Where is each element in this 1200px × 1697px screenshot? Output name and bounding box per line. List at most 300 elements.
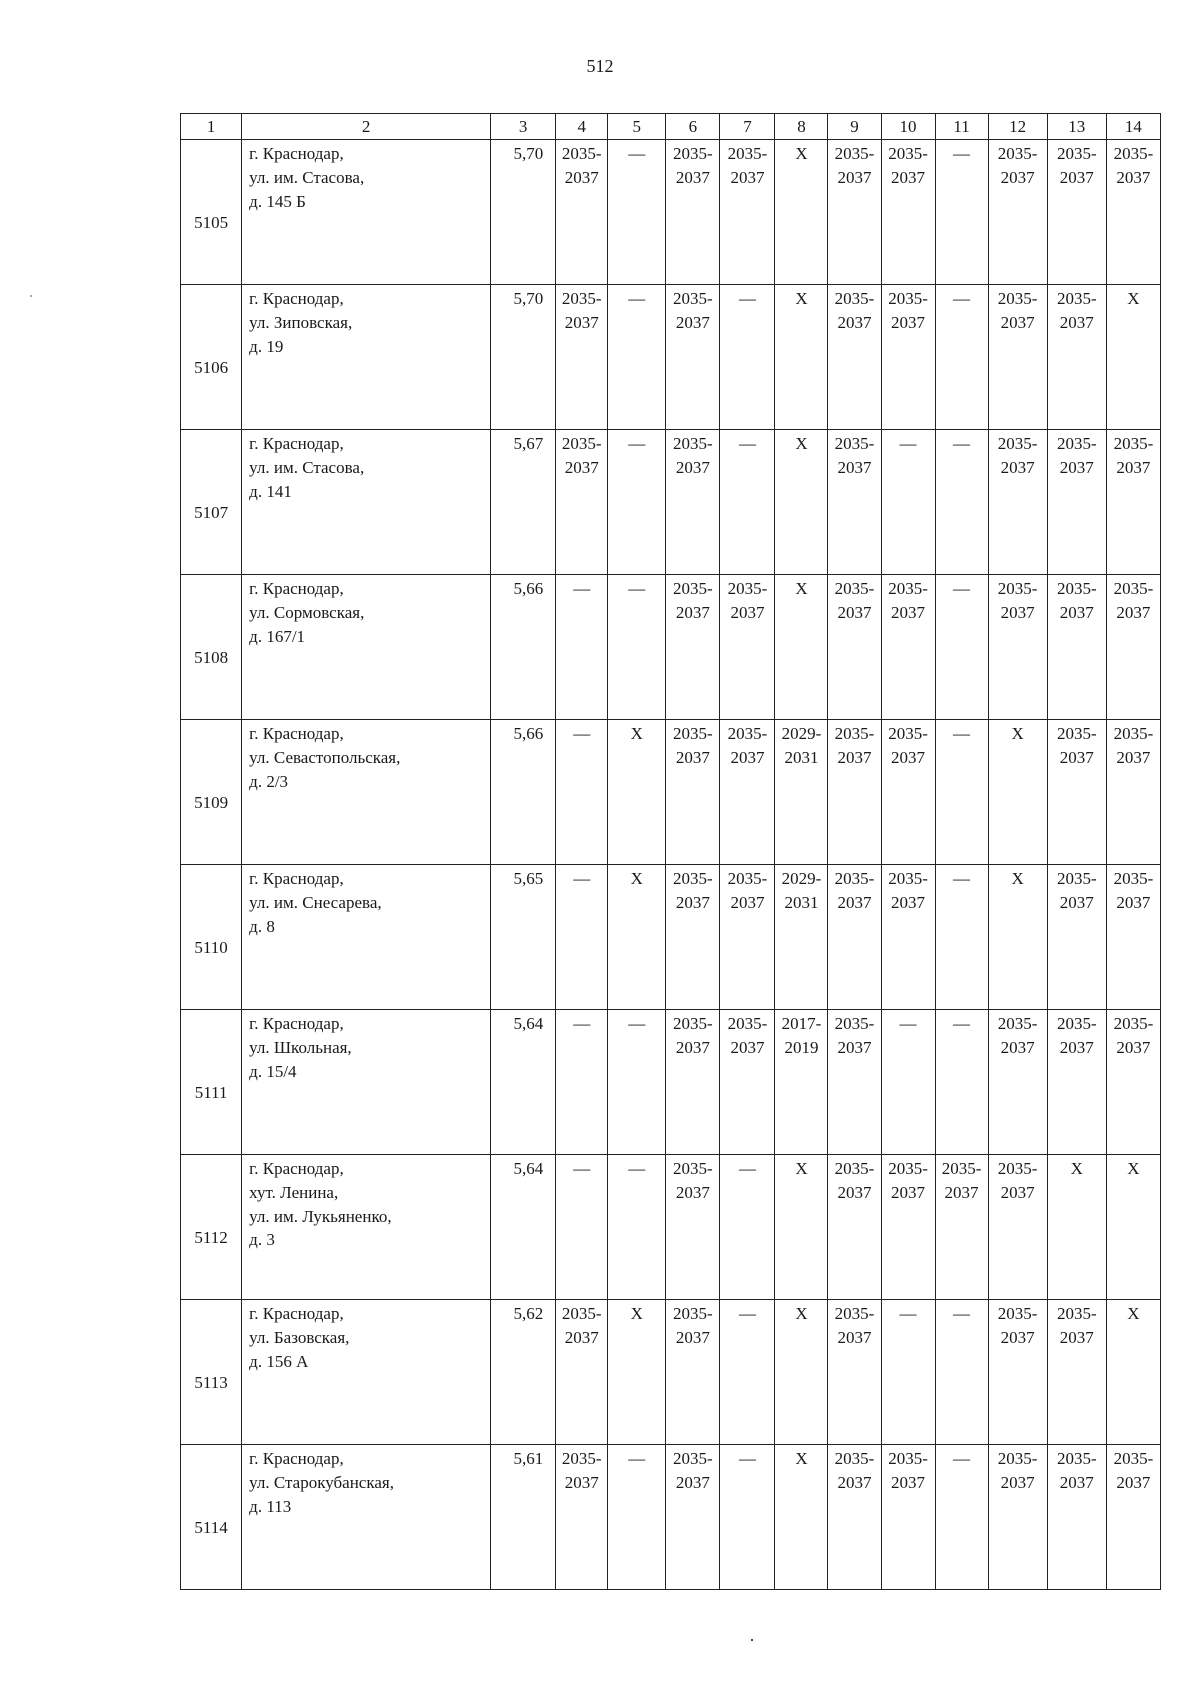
- period-cell: [720, 1155, 775, 1300]
- period-text: 2035-: [561, 434, 602, 453]
- column-number-header: 12: [988, 114, 1047, 140]
- period-text: 2035-: [1056, 724, 1097, 743]
- period-cell: [988, 1300, 1047, 1445]
- period-text: 2037: [1000, 602, 1035, 622]
- period-text: 2037: [1116, 1472, 1151, 1492]
- period-cell: [1047, 1155, 1106, 1300]
- period-text: X: [795, 1159, 808, 1178]
- period-text: 2037: [837, 1182, 872, 1202]
- column-number-row: [181, 114, 1161, 140]
- period-text: 2035-: [888, 289, 928, 308]
- period-cell: [828, 1155, 881, 1300]
- row-number: 5114: [181, 1445, 242, 1590]
- period-cell: [720, 720, 775, 865]
- period-text: 2035-: [727, 579, 768, 598]
- period-cell: [828, 285, 881, 430]
- period-cell: [1047, 1010, 1106, 1155]
- period-cell: [556, 1155, 608, 1300]
- column-number-header: 14: [1106, 114, 1160, 140]
- period-text: 2037: [1059, 1037, 1094, 1057]
- address-line: ул. им. Лукьяненко,: [249, 1206, 392, 1226]
- period-text: —: [738, 434, 756, 453]
- scan-speck: [30, 295, 32, 297]
- period-cell: [935, 285, 988, 430]
- period-cell: [935, 1445, 988, 1590]
- period-text: 2035-: [997, 434, 1038, 453]
- period-cell: [988, 140, 1047, 285]
- period-cell: [1047, 430, 1106, 575]
- row-number: 5113: [181, 1300, 242, 1445]
- period-text: 2035-: [1056, 144, 1097, 163]
- column-number-header: 13: [1047, 114, 1106, 140]
- period-cell: [556, 720, 608, 865]
- rating-value: 5,64: [490, 1155, 555, 1300]
- period-text: 2037: [675, 1037, 710, 1057]
- period-cell: [1047, 1300, 1106, 1445]
- period-text: —: [738, 289, 756, 308]
- rating-value: 5,66: [490, 575, 555, 720]
- period-cell: [1106, 1300, 1160, 1445]
- period-text: 2035-: [834, 1449, 875, 1468]
- period-text: 2031: [784, 747, 819, 767]
- row-number: 5105: [181, 140, 242, 285]
- period-text: 2037: [730, 892, 765, 912]
- period-cell: [988, 865, 1047, 1010]
- period-text: X: [1011, 869, 1024, 888]
- row-number: 5107: [181, 430, 242, 575]
- period-text: 2037: [891, 1472, 926, 1492]
- period-cell: [1106, 575, 1160, 720]
- period-cell: [828, 1010, 881, 1155]
- address-line: д. 145 Б: [249, 191, 306, 211]
- period-text: 2035-: [561, 1449, 602, 1468]
- rating-value: 5,61: [490, 1445, 555, 1590]
- period-cell: [775, 1445, 828, 1590]
- address-line: д. 156 А: [249, 1351, 309, 1371]
- period-text: 2037: [564, 457, 599, 477]
- period-text: —: [573, 579, 591, 598]
- period-text: 2035-: [1056, 1449, 1097, 1468]
- table-row: [181, 1300, 1161, 1445]
- period-text: X: [630, 724, 643, 743]
- period-text: 2037: [1116, 892, 1151, 912]
- period-cell: [988, 720, 1047, 865]
- period-text: X: [1011, 724, 1024, 743]
- period-text: 2035-: [997, 1159, 1038, 1178]
- period-text: 2035-: [727, 869, 768, 888]
- address-line: ул. Сормовская,: [249, 602, 365, 622]
- period-text: 2037: [1059, 1327, 1094, 1347]
- period-text: 2037: [675, 747, 710, 767]
- address-cell: [242, 575, 491, 720]
- period-cell: [828, 140, 881, 285]
- address-line: г. Краснодар,: [249, 289, 344, 308]
- period-text: 2037: [1059, 457, 1094, 477]
- period-cell: [720, 1300, 775, 1445]
- period-text: 2035-: [888, 144, 928, 163]
- period-text: 2037: [675, 892, 710, 912]
- period-text: 2037: [1000, 312, 1035, 332]
- period-cell: [1047, 865, 1106, 1010]
- rating-value: 5,67: [490, 430, 555, 575]
- period-cell: [720, 575, 775, 720]
- period-cell: [935, 1300, 988, 1445]
- period-cell: [666, 1010, 720, 1155]
- period-cell: [720, 865, 775, 1010]
- period-text: —: [573, 1014, 591, 1033]
- row-number: 5110: [181, 865, 242, 1010]
- period-text: 2037: [837, 457, 872, 477]
- period-text: 2035-: [1056, 434, 1097, 453]
- period-text: 2037: [1059, 747, 1094, 767]
- address-line: ул. им. Стасова,: [249, 457, 365, 477]
- address-line: г. Краснодар,: [249, 579, 344, 598]
- table-row: [181, 430, 1161, 575]
- period-text: 2035-: [561, 1304, 602, 1323]
- period-text: —: [953, 724, 971, 743]
- period-text: 2035-: [1113, 724, 1154, 743]
- table-row: [181, 140, 1161, 285]
- period-text: X: [1127, 1159, 1140, 1178]
- period-text: 2037: [891, 1182, 926, 1202]
- period-text: 2035-: [673, 434, 713, 453]
- period-text: 2035-: [888, 1449, 928, 1468]
- period-text: 2035-: [673, 289, 713, 308]
- period-text: 2035-: [673, 1449, 713, 1468]
- address-line: д. 19: [249, 336, 284, 356]
- period-cell: [1106, 430, 1160, 575]
- period-text: 2035-: [673, 144, 713, 163]
- period-text: 2035-: [673, 579, 713, 598]
- period-text: 2037: [1000, 457, 1035, 477]
- period-cell: [775, 430, 828, 575]
- address-line: ул. Базовская,: [249, 1327, 350, 1347]
- period-cell: [720, 140, 775, 285]
- address-line: г. Краснодар,: [249, 434, 344, 453]
- period-text: X: [795, 1304, 808, 1323]
- period-text: —: [628, 1449, 646, 1468]
- period-text: 2037: [564, 312, 599, 332]
- period-text: 2037: [837, 602, 872, 622]
- column-number-header: 4: [556, 114, 608, 140]
- table-row: [181, 285, 1161, 430]
- period-text: —: [953, 1304, 971, 1323]
- period-text: 2035-: [1056, 1304, 1097, 1323]
- address-line: хут. Ленина,: [249, 1182, 339, 1202]
- period-text: X: [630, 1304, 643, 1323]
- period-cell: [988, 430, 1047, 575]
- period-text: 2029-: [781, 869, 822, 888]
- period-cell: [881, 285, 935, 430]
- row-number: 5108: [181, 575, 242, 720]
- period-text: 2037: [564, 1327, 599, 1347]
- period-text: 2037: [675, 457, 710, 477]
- period-cell: [556, 1445, 608, 1590]
- period-text: 2037: [944, 1182, 979, 1202]
- period-text: 2035-: [1113, 144, 1154, 163]
- period-text: X: [795, 434, 808, 453]
- period-text: 2037: [675, 1182, 710, 1202]
- period-text: 2035-: [834, 1304, 875, 1323]
- period-text: 2035-: [1056, 869, 1097, 888]
- period-text: 2037: [1116, 1037, 1151, 1057]
- period-text: 2037: [730, 1037, 765, 1057]
- period-cell: [988, 285, 1047, 430]
- period-text: 2035-: [834, 434, 875, 453]
- period-cell: [666, 865, 720, 1010]
- period-text: 2031: [784, 892, 819, 912]
- period-cell: [775, 575, 828, 720]
- period-text: 2037: [1116, 457, 1151, 477]
- period-text: 2037: [564, 167, 599, 187]
- period-text: 2037: [1000, 1472, 1035, 1492]
- period-text: 2037: [837, 747, 872, 767]
- period-cell: [1047, 285, 1106, 430]
- period-text: 2035-: [1113, 434, 1154, 453]
- address-cell: [242, 1155, 491, 1300]
- period-text: 2035-: [561, 144, 602, 163]
- scan-speck: [751, 1639, 753, 1641]
- address-line: ул. Старокубанская,: [249, 1472, 394, 1492]
- period-text: 2037: [1116, 167, 1151, 187]
- period-cell: [881, 1445, 935, 1590]
- address-line: д. 2/3: [249, 771, 289, 791]
- period-cell: [1047, 575, 1106, 720]
- address-line: д. 141: [249, 481, 292, 501]
- rating-value: 5,66: [490, 720, 555, 865]
- period-text: —: [899, 1304, 917, 1323]
- row-number: 5109: [181, 720, 242, 865]
- address-line: г. Краснодар,: [249, 724, 344, 743]
- period-text: 2035-: [727, 1014, 768, 1033]
- column-number-header: 6: [666, 114, 720, 140]
- period-cell: [1106, 1010, 1160, 1155]
- period-text: —: [628, 1014, 646, 1033]
- period-text: 2037: [1059, 602, 1094, 622]
- column-number-header: 10: [881, 114, 935, 140]
- period-text: 2035-: [727, 144, 768, 163]
- period-cell: [556, 1010, 608, 1155]
- period-text: —: [953, 1014, 971, 1033]
- period-text: 2037: [1059, 312, 1094, 332]
- period-cell: [720, 1445, 775, 1590]
- period-text: 2037: [1000, 1037, 1035, 1057]
- period-cell: [608, 430, 666, 575]
- period-text: 2037: [1059, 1472, 1094, 1492]
- period-text: —: [573, 1159, 591, 1178]
- period-text: X: [795, 579, 808, 598]
- period-cell: [881, 1155, 935, 1300]
- period-text: 2037: [1116, 602, 1151, 622]
- period-text: 2037: [891, 892, 926, 912]
- period-cell: [935, 720, 988, 865]
- period-text: 2037: [837, 312, 872, 332]
- period-cell: [608, 285, 666, 430]
- period-text: 2035-: [888, 1159, 928, 1178]
- address-line: г. Краснодар,: [249, 1449, 344, 1468]
- address-line: ул. Зиповская,: [249, 312, 353, 332]
- period-cell: [1047, 720, 1106, 865]
- address-line: д. 113: [249, 1496, 292, 1516]
- period-cell: [881, 1010, 935, 1155]
- period-text: 2035-: [834, 869, 875, 888]
- period-text: 2035-: [997, 1449, 1038, 1468]
- address-cell: [242, 720, 491, 865]
- period-text: —: [738, 1159, 756, 1178]
- period-text: 2035-: [673, 1304, 713, 1323]
- period-cell: [1106, 1155, 1160, 1300]
- period-text: X: [1127, 289, 1140, 308]
- period-text: —: [628, 579, 646, 598]
- period-text: 2037: [730, 167, 765, 187]
- table-row: [181, 865, 1161, 1010]
- period-text: 2035-: [673, 724, 713, 743]
- period-text: —: [953, 1449, 971, 1468]
- column-number-header: 1: [181, 114, 242, 140]
- period-text: —: [953, 289, 971, 308]
- period-cell: [828, 1300, 881, 1445]
- period-cell: [608, 575, 666, 720]
- period-text: 2035-: [834, 144, 875, 163]
- rating-value: 5,70: [490, 140, 555, 285]
- period-text: —: [738, 1449, 756, 1468]
- period-cell: [935, 140, 988, 285]
- period-text: 2035-: [834, 1014, 875, 1033]
- period-cell: [881, 865, 935, 1010]
- address-line: ул. Школьная,: [249, 1037, 352, 1057]
- period-cell: [881, 140, 935, 285]
- period-text: 2017-: [781, 1014, 822, 1033]
- period-text: —: [628, 289, 646, 308]
- period-cell: [720, 430, 775, 575]
- period-cell: [666, 1155, 720, 1300]
- period-text: 2035-: [888, 724, 928, 743]
- row-number: 5112: [181, 1155, 242, 1300]
- period-text: 2037: [675, 312, 710, 332]
- period-cell: [1106, 285, 1160, 430]
- period-text: 2029-: [781, 724, 822, 743]
- period-cell: [556, 430, 608, 575]
- period-cell: [988, 1445, 1047, 1590]
- period-text: 2035-: [673, 1159, 713, 1178]
- period-text: 2035-: [1113, 1449, 1154, 1468]
- period-cell: [988, 1155, 1047, 1300]
- table-row: [181, 575, 1161, 720]
- rating-value: 5,62: [490, 1300, 555, 1445]
- column-number-header: 9: [828, 114, 881, 140]
- address-cell: [242, 1445, 491, 1590]
- period-text: 2035-: [1113, 579, 1154, 598]
- period-cell: [935, 1010, 988, 1155]
- period-text: —: [899, 1014, 917, 1033]
- period-cell: [556, 1300, 608, 1445]
- period-cell: [1106, 865, 1160, 1010]
- period-cell: [608, 1300, 666, 1445]
- period-text: 2037: [1000, 1327, 1035, 1347]
- column-number-header: 11: [935, 114, 988, 140]
- table-row: [181, 1445, 1161, 1590]
- period-text: 2035-: [673, 869, 713, 888]
- period-text: —: [953, 579, 971, 598]
- row-number: 5111: [181, 1010, 242, 1155]
- period-cell: [608, 1155, 666, 1300]
- period-text: 2037: [675, 167, 710, 187]
- address-line: г. Краснодар,: [249, 1304, 344, 1323]
- period-cell: [775, 1300, 828, 1445]
- address-line: г. Краснодар,: [249, 1014, 344, 1033]
- period-text: 2037: [564, 1472, 599, 1492]
- period-cell: [666, 285, 720, 430]
- period-cell: [775, 1010, 828, 1155]
- period-cell: [775, 140, 828, 285]
- period-text: 2019: [784, 1037, 819, 1057]
- period-text: 2035-: [727, 724, 768, 743]
- period-cell: [881, 575, 935, 720]
- period-cell: [935, 1155, 988, 1300]
- period-text: 2035-: [834, 724, 875, 743]
- period-cell: [666, 720, 720, 865]
- period-text: —: [738, 1304, 756, 1323]
- period-text: X: [795, 289, 808, 308]
- period-cell: [935, 865, 988, 1010]
- column-number-header: 7: [720, 114, 775, 140]
- period-text: 2035-: [1056, 579, 1097, 598]
- period-cell: [881, 720, 935, 865]
- address-line: г. Краснодар,: [249, 144, 344, 163]
- rating-value: 5,64: [490, 1010, 555, 1155]
- period-cell: [666, 1445, 720, 1590]
- table-row: [181, 720, 1161, 865]
- period-text: 2037: [675, 602, 710, 622]
- period-text: X: [630, 869, 643, 888]
- period-cell: [828, 575, 881, 720]
- period-cell: [775, 285, 828, 430]
- period-text: 2037: [730, 602, 765, 622]
- period-cell: [1106, 1445, 1160, 1590]
- period-text: —: [628, 144, 646, 163]
- period-cell: [775, 865, 828, 1010]
- period-text: 2035-: [997, 144, 1038, 163]
- period-text: 2037: [1116, 747, 1151, 767]
- period-cell: [666, 575, 720, 720]
- row-number: 5106: [181, 285, 242, 430]
- period-cell: [666, 1300, 720, 1445]
- period-cell: [608, 865, 666, 1010]
- period-text: 2035-: [1113, 1014, 1154, 1033]
- period-text: X: [1127, 1304, 1140, 1323]
- period-cell: [775, 1155, 828, 1300]
- period-text: 2037: [1059, 167, 1094, 187]
- period-text: 2037: [837, 1472, 872, 1492]
- period-cell: [1106, 140, 1160, 285]
- period-text: —: [628, 434, 646, 453]
- address-line: ул. Севастопольская,: [249, 747, 401, 767]
- address-line: д. 8: [249, 916, 275, 936]
- period-text: 2037: [891, 602, 926, 622]
- address-cell: [242, 1300, 491, 1445]
- period-text: 2035-: [1056, 1014, 1097, 1033]
- period-cell: [556, 575, 608, 720]
- period-text: 2035-: [941, 1159, 982, 1178]
- period-cell: [666, 430, 720, 575]
- address-cell: [242, 1010, 491, 1155]
- period-text: 2035-: [997, 289, 1038, 308]
- period-text: X: [795, 144, 808, 163]
- period-text: 2035-: [888, 869, 928, 888]
- period-cell: [881, 1300, 935, 1445]
- period-text: 2035-: [997, 1304, 1038, 1323]
- address-line: д. 3: [249, 1230, 275, 1250]
